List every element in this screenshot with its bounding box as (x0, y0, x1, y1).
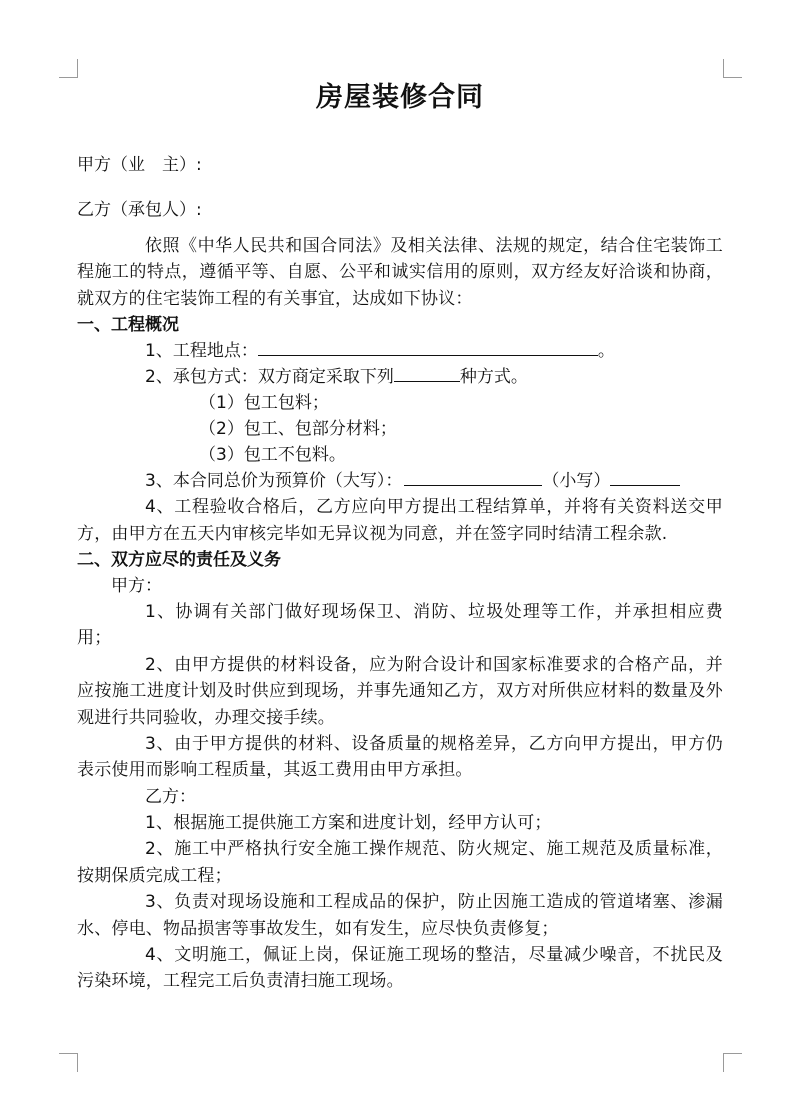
section-1-item-2 (77, 364, 723, 390)
party-a-line: 甲方（业 主）: (77, 155, 202, 175)
page-corner-mark-bottom-left (59, 1053, 78, 1072)
item-2-label: 2、承包方式：双方商定采取下列 (145, 367, 394, 388)
option-3: （3）包工不包料。 (199, 445, 346, 466)
party-a-duty-1: 1、协调有关部门做好现场保卫、消防、垃圾处理等工作，并承担相应费用； (77, 602, 723, 649)
party-b-duty-2: 2、施工中严格执行安全施工操作规范、防火规定、施工规范及质量标准，按期保质完成工程； (77, 839, 723, 886)
page-corner-mark-bottom-right (723, 1053, 742, 1072)
section-1-item-1 (77, 338, 723, 364)
option-1: （1）包工包料； (199, 393, 329, 414)
section-1-item-4: 4、工程验收合格后，乙方应向甲方提出工程结算单，并将有关资料送交甲方，由甲方在五天内审核完毕如无异议视为同意，并在签字同时结清工程余款. (77, 497, 723, 544)
party-b-duty-1: 1、根据施工提供施工方案和进度计划，经甲方认可； (145, 812, 552, 833)
party-b-line: 乙方（承包人）: (77, 200, 202, 220)
item-1-suffix: 。 (597, 341, 615, 362)
section-1-heading: 一、工程概况 (77, 315, 179, 336)
document-page (77, 78, 723, 995)
item-3-label: 3、本合同总价为预算价（大写）： (145, 471, 403, 492)
section-1-item-3 (77, 468, 723, 494)
site-address-blank[interactable] (258, 341, 598, 356)
item-3-middle: （小写） (542, 471, 611, 492)
total-price-words-blank[interactable] (404, 471, 542, 486)
preamble-paragraph: 依照《中华人民共和国合同法》及相关法律、法规的规定，结合住宅装饰工程施工的特点，遵循平等、自愿、公平和诚实信用的原则，双方经友好洽谈和协商，就双方的住宅装饰工程的有关事宜，达成如下协议： (77, 236, 723, 309)
page-corner-mark-top-right (723, 59, 742, 78)
document-title: 房屋装修合同 (316, 82, 484, 113)
party-a-duty-2: 2、由甲方提供的材料设备，应为附合设计和国家标准要求的合格产品，并应按施工进度计划及时供应到现场，并事先通知乙方，双方对所供应材料的数量及外观进行共同验收，办理交接手续。 (77, 654, 723, 728)
option-2: （2）包工、包部分材料； (199, 419, 397, 440)
contract-method-blank[interactable] (394, 367, 460, 382)
party-a-duty-3: 3、由于甲方提供的材料、设备质量的规格差异，乙方向甲方提出，甲方仍表示使用而影响工程质量，其返工费用由甲方承担。 (77, 734, 723, 781)
party-a-duties-label: 甲方： (111, 576, 162, 597)
section-2-heading: 二、双方应尽的责任及义务 (77, 550, 281, 571)
total-price-figures-blank[interactable] (610, 471, 680, 486)
item-2-suffix: 种方式。 (459, 367, 528, 388)
item-1-label: 1、工程地点： (145, 341, 258, 362)
party-b-duty-4: 4、文明施工，佩证上岗，保证施工现场的整洁，尽量减少噪音，不扰民及污染环境，工程完工后负责清扫施工现场。 (77, 944, 723, 992)
party-b-duty-3: 3、负责对现场设施和工程成品的保护，防止因施工造成的管道堵塞、渗漏水、停电、物品损害等事故发生，如有发生，应尽快负责修复； (77, 892, 723, 939)
party-b-duties-label: 乙方： (145, 786, 196, 807)
page-corner-mark-top-left (59, 59, 78, 78)
